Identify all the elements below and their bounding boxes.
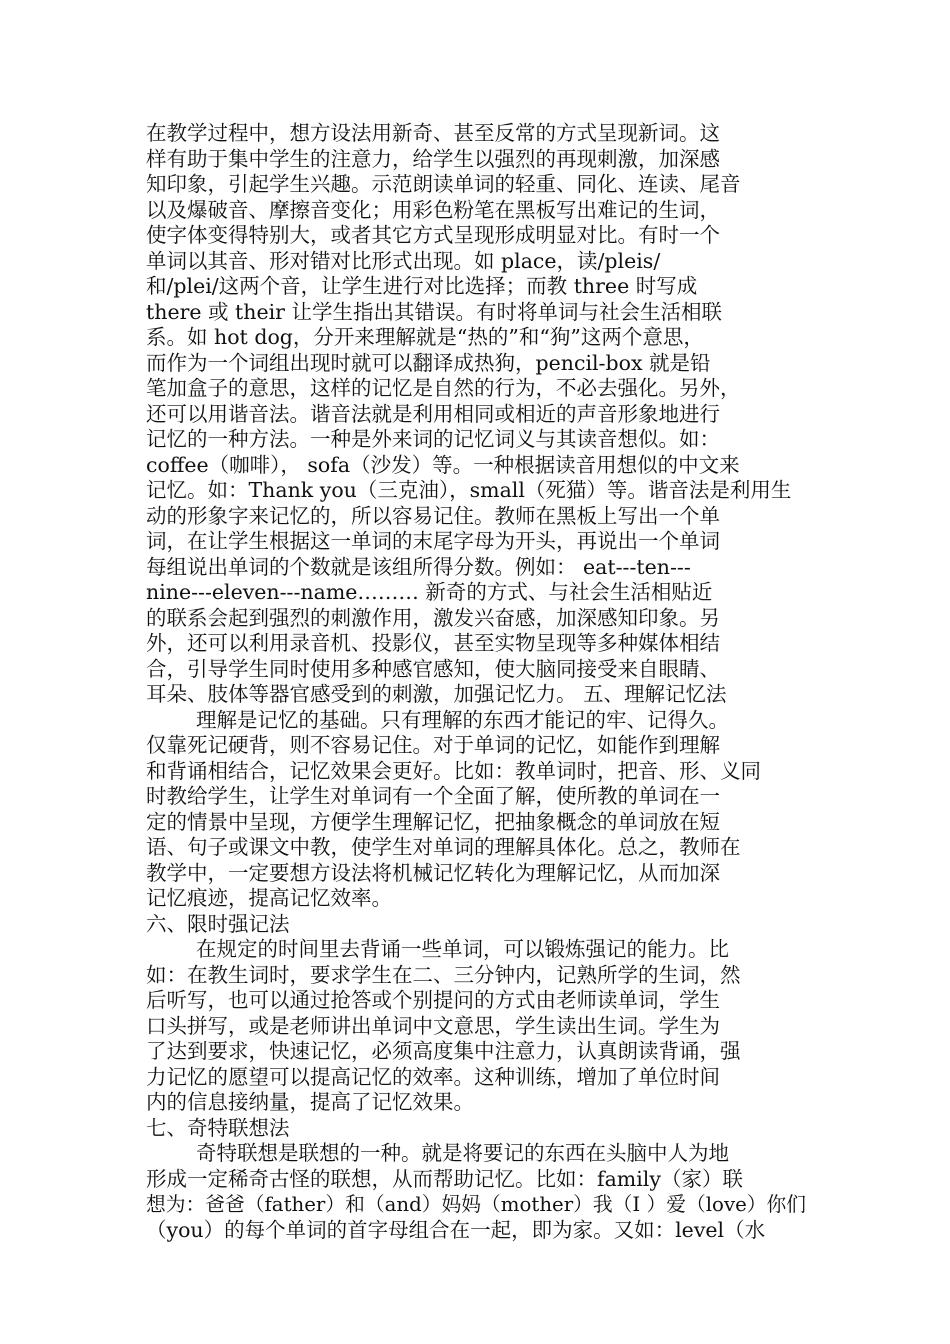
- text-line: 和/plei/这两个音，让学生进行对比选择；而教 three 时写成: [146, 274, 698, 298]
- text-line: 记忆痕迹，提高记忆效率。: [146, 886, 392, 910]
- text-line: 每组说出单词的个数就是该组所得分数。例如： eat---ten---: [146, 554, 691, 579]
- text-line: coffee（咖啡）， sofa（沙发）等。一种根据读音用想似的中文来: [146, 452, 740, 477]
- section-heading: 七、奇特联想法: [146, 1115, 290, 1140]
- text-line: 系。如 hot dog，分开来理解就是“热的”和“狗”这两个意思，: [146, 325, 704, 349]
- text-line: 耳朵、肢体等器官感受到的刺激，加强记忆力。 五、理解记忆法: [146, 682, 727, 706]
- text-line: 还可以用谐音法。谐音法就是利用相同或相近的声音形象地进行: [146, 401, 720, 426]
- text-line: there 或 their 让学生指出其错误。有时将单词与社会生活相联: [146, 299, 722, 324]
- text-line: 而作为一个词组出现时就可以翻译成热狗，pencil-box 就是铅: [146, 350, 711, 375]
- document-page: [146, 121, 810, 1243]
- section-heading: 六、限时强记法: [146, 911, 290, 936]
- text-line: nine---eleven---name……… 新奇的方式、与社会生活相贴近: [146, 580, 713, 604]
- text-line: 口头拼写，或是老师讲出单词中文意思，学生读出生词。学生为: [146, 1013, 720, 1038]
- text-line: 使字体变得特别大，或者其它方式呈现形成明显对比。有时一个: [146, 223, 720, 247]
- text-line: 内的信息接纳量，提高了记忆效果。: [146, 1090, 474, 1114]
- text-line: 力记忆的愿望可以提高记忆的效率。这种训练，增加了单位时间: [146, 1064, 720, 1089]
- text-line: 合，引导学生同时使用多种感官感知，使大脑同接受来自眼睛、: [146, 656, 720, 681]
- text-line: 形成一定稀奇古怪的联想，从而帮助记忆。比如：family（家）联: [146, 1166, 743, 1191]
- text-line: 的联系会起到强烈的刺激作用，激发兴奋感，加深感知印象。另: [146, 605, 720, 630]
- text-line: 了达到要求，快速记忆，必须高度集中注意力，认真朗读背诵，强: [146, 1039, 741, 1063]
- text-line: 时教给学生，让学生对单词有一个全面了解，使所教的单词在一: [146, 784, 720, 808]
- paragraph-start-line: 理解是记忆的基础。只有理解的东西才能记的牢、记得久。: [196, 707, 729, 732]
- text-line: 教学中，一定要想方设法将机械记忆转化为理解记忆，从而加深: [146, 860, 720, 885]
- text-line: 记忆的一种方法。一种是外来词的记忆词义与其读音想似。如：: [146, 427, 720, 451]
- text-line: 知印象，引起学生兴趣。示范朗读单词的轻重、同化、连读、尾音: [146, 172, 741, 196]
- text-line: 动的形象字来记忆的，所以容易记住。教师在黑板上写出一个单: [146, 503, 720, 528]
- text-line: 定的情景中呈现，方便学生理解记忆，把抽象概念的单词放在短: [146, 809, 720, 834]
- text-line: 和背诵相结合，记忆效果会更好。比如：教单词时，把音、形、义同: [146, 758, 761, 783]
- text-line: 词，在让学生根据这一单词的末尾字母为开头，再说出一个单词: [146, 529, 720, 553]
- text-line: 想为：爸爸（father）和（and）妈妈（mother）我（I ）爱（love）你们: [146, 1193, 807, 1216]
- text-line: 记忆。如：Thank you（三克油），small（死猫）等。谐音法是利用生: [146, 478, 792, 502]
- text-line: 语、句子或课文中教，使学生对单词的理解具体化。总之，教师在: [146, 835, 741, 859]
- text-line: 样有助于集中学生的注意力，给学生以强烈的再现刺激，加深感: [146, 146, 720, 171]
- text-line: 外，还可以利用录音机、投影仪，甚至实物呈现等多种媒体相结: [146, 631, 720, 655]
- text-line: 后听写，也可以通过抢答或个别提问的方式由老师读单词，学生: [146, 988, 720, 1012]
- paragraph-start-line: 奇特联想是联想的一种。就是将要记的东西在头脑中人为地: [196, 1141, 729, 1165]
- text-line: （you）的每个单词的首字母组合在一起，即为家。又如：level（水: [146, 1217, 766, 1242]
- text-line: 以及爆破音、摩擦音变化；用彩色粉笔在黑板写出难记的生词，: [146, 197, 720, 222]
- text-line: 如：在教生词时，要求学生在二、三分钟内，记熟所学的生词，然: [146, 962, 741, 987]
- text-line: 单词以其音、形对错对比形式出现。如 place，读/pleis/: [146, 248, 661, 273]
- text-line: 仅靠死记硬背，则不容易记住。对于单词的记忆，如能作到理解: [146, 733, 720, 757]
- text-line: 在教学过程中，想方设法用新奇、甚至反常的方式呈现新词。这: [146, 121, 720, 145]
- text-line: 笔加盒子的意思，这样的记忆是自然的行为，不必去强化。另外，: [146, 376, 741, 400]
- paragraph-start-line: 在规定的时间里去背诵一些单词，可以锻炼强记的能力。比: [196, 937, 729, 961]
